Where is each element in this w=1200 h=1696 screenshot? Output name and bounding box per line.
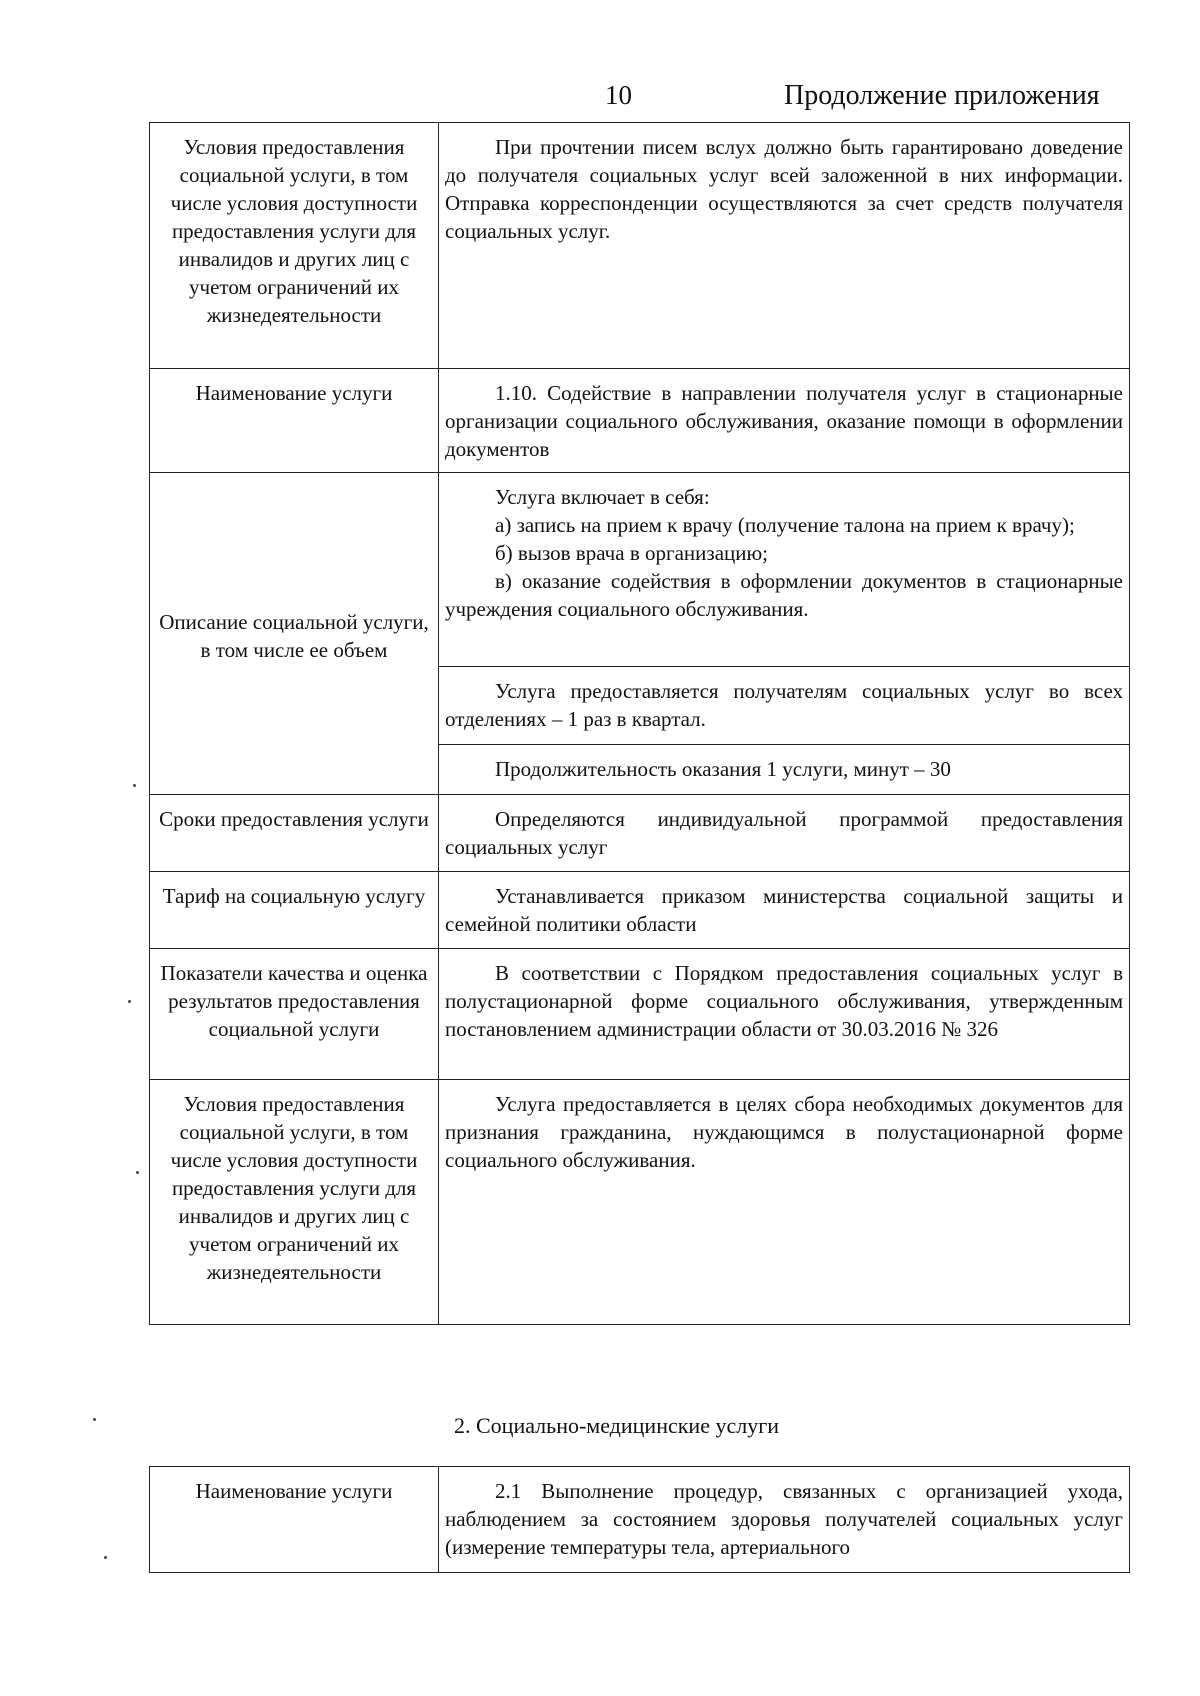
medical-services-table	[149, 1466, 1130, 1573]
row-label: Условия предоставления социальной услуги, в том числе условия доступности предоставления услуги для инвалидов и других лиц с учетом ограничений их жизнедеятельности	[150, 123, 439, 369]
table-row	[150, 1080, 1130, 1325]
row-content	[439, 123, 1130, 369]
table-row	[150, 949, 1130, 1080]
description-item: а) запись на прием к врачу (получение талона на прием к врачу);	[495, 513, 1075, 537]
row-label: Наименование услуги	[150, 369, 439, 473]
table-row	[150, 369, 1130, 473]
row-content	[439, 795, 1130, 872]
scan-speck	[136, 1171, 139, 1174]
services-table	[149, 122, 1130, 1325]
content-text: Устанавливается приказом министерства социальной защиты и семейной политики области	[445, 884, 1123, 936]
content-text: В соответствии с Порядком предоставления социальных услуг в полустационарной форме социального обслуживания, утвержденным постановлением администрации области от 30.03.2016 № 326	[445, 961, 1123, 1041]
section-title: 2. Социально-медицинские услуги	[454, 1413, 780, 1438]
row-content	[439, 949, 1130, 1080]
content-text: Услуга предоставляется в целях сбора необходимых документов для признания гражданина, нуждающимся в полустационарной форме социального обслуживания.	[445, 1092, 1123, 1172]
row-label: Описание социальной услуги, в том числе ее объем	[150, 473, 439, 795]
content-text: 1.10. Содействие в направлении получателя услуг в стационарные организации социального обслуживания, оказание помощи в оформлении документов	[445, 381, 1123, 461]
scan-speck	[93, 1418, 96, 1421]
duration-text: Продолжительность оказания 1 услуги, минут – 30	[495, 756, 951, 781]
scan-speck	[104, 1556, 107, 1559]
description-subtable	[439, 473, 1129, 794]
description-item: б) вызов врача в организацию;	[495, 541, 769, 565]
duration-cell	[439, 744, 1129, 794]
row-content	[439, 1467, 1130, 1573]
table-row	[150, 795, 1130, 872]
row-label: Сроки предоставления услуги	[150, 795, 439, 872]
table-row	[150, 1467, 1130, 1573]
scan-speck	[128, 1000, 131, 1003]
table-row	[150, 123, 1130, 369]
frequency-text: Услуга предоставляется получателям социальных услуг во всех отделениях – 1 раз в квартал.	[445, 678, 1123, 731]
page-number: 10	[605, 80, 632, 110]
row-label: Тариф на социальную услугу	[150, 872, 439, 949]
row-content	[439, 369, 1130, 473]
row-content	[439, 473, 1130, 795]
header-continuation: Продолжение приложения	[784, 80, 1100, 111]
table-row	[150, 872, 1130, 949]
row-content	[439, 1080, 1130, 1325]
content-text: 2.1 Выполнение процедур, связанных с организацией ухода, наблюдением за состоянием здоровья получателей социальных услуг (измерение температуры тела, артериального	[445, 1479, 1123, 1559]
content-text: При прочтении писем вслух должно быть гарантировано доведение до получателя социальных услуг всей заложенной в них информации. Отправка корреспонденции осуществляются за счет средств получателя социальных услуг.	[445, 135, 1123, 243]
description-cell	[439, 473, 1129, 666]
description-item: в) оказание содействия в оформлении документов в стационарные учреждения социального обслуживания.	[445, 569, 1123, 621]
description-intro: Услуга включает в себя:	[495, 485, 710, 509]
content-text: Определяются индивидуальной программой предоставления социальных услуг	[445, 807, 1123, 859]
row-label: Условия предоставления социальной услуги, в том числе условия доступности предоставления услуги для инвалидов и других лиц с учетом ограничений их жизнедеятельности	[150, 1080, 439, 1325]
scan-speck	[133, 784, 136, 787]
row-label: Показатели качества и оценка результатов предоставления социальной услуги	[150, 949, 439, 1080]
row-label: Наименование услуги	[150, 1467, 439, 1573]
table-row	[150, 473, 1130, 795]
frequency-cell	[439, 666, 1129, 744]
row-content	[439, 872, 1130, 949]
